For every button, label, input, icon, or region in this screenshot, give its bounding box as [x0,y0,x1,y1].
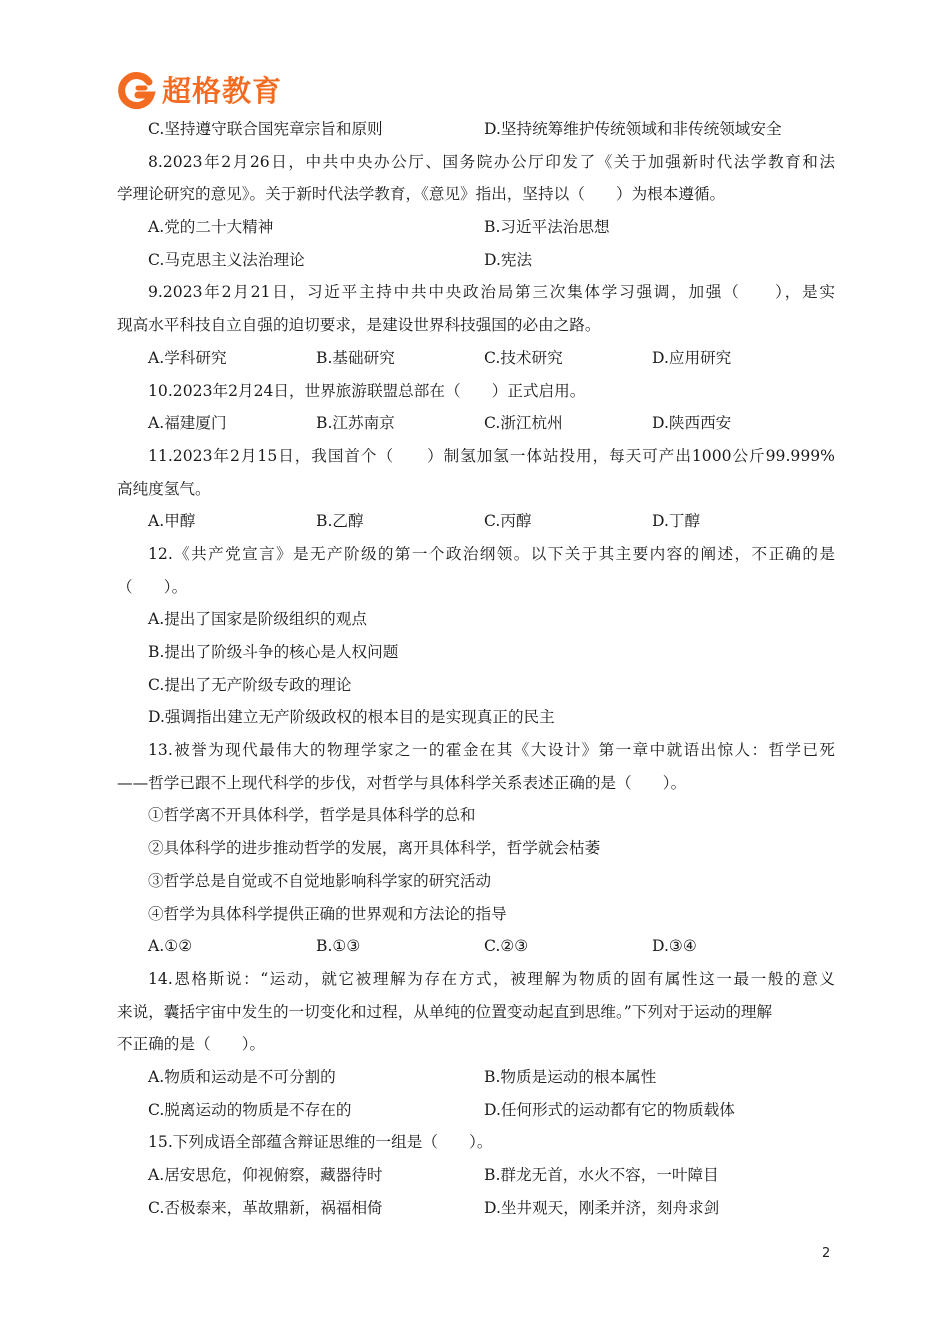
q7-options [117,113,835,146]
q8-option-d: D.宪法 [484,250,533,269]
q11-option-b: B.乙醇 [316,512,364,531]
q13-stem-line2: ——哲学已跟不上现代科学的步伐，对哲学与具体科学关系表述正确的是（ ）。 [117,773,687,792]
q15-stem: 15.下列成语全部蕴含辩证思维的一组是（ ）。 [148,1133,493,1152]
q12-stem-line1: 12.《共产党宣言》是无产阶级的第一个政治纲领。以下关于其主要内容的阐述，不正确的是 [148,544,835,563]
q11-stem-line1: 11.2023年2月15日，我国首个（ ）制氢加氢一体站投用，每天可产出1000公斤99.999% [148,446,835,465]
q13-option-d: D.③④ [652,937,697,956]
q12-option-a: A.提出了国家是阶级组织的观点 [148,610,367,629]
q15-option-a: A.居安思危，仰视俯察，藏器待时 [148,1166,383,1184]
q15-options-ab [117,1159,835,1192]
q11-option-a: A.甲醇 [148,512,196,531]
q12-stem-line2: （ ）。 [117,577,188,596]
q14-stem-line3: 不正确的是（ ）。 [117,1035,266,1054]
q15-options-cd [117,1192,835,1225]
q14-options-cd [117,1094,835,1127]
q13-options [117,930,835,963]
q11-stem-line2: 高纯度氢气。 [117,479,211,498]
q10-option-a: A.福建厦门 [148,414,227,433]
q9-stem-line2: 现高水平科技自立自强的迫切要求，是建设世界科技强国的必由之路。 [117,316,601,335]
q14-option-a: A.物质和运动是不可分割的 [148,1067,336,1086]
q11-option-d: D.丁醇 [652,512,701,531]
q7-option-c: C.坚持遵守联合国宪章宗旨和原则 [148,120,383,138]
q9-option-d: D.应用研究 [652,348,732,367]
q8-options-cd [117,244,835,277]
brand-g-icon [116,71,156,111]
q9-option-a: A.学科研究 [148,348,227,367]
q13-statement-4: ④哲学为具体科学提供正确的世界观和方法论的指导 [148,904,507,923]
q10-stem: 10.2023年2月24日，世界旅游联盟总部在（ ）正式启用。 [148,381,586,400]
q9-option-c: C.技术研究 [484,348,563,367]
q15-option-c: C.否极泰来，革故鼎新，祸福相倚 [148,1198,383,1217]
q13-statement-2: ②具体科学的进步推动哲学的发展，离开具体科学，哲学就会枯萎 [148,839,601,858]
q8-stem-line2: 学理论研究的意见》。关于新时代法学教育，《意见》指出，坚持以（ ）为根本遵循。 [117,185,726,204]
q8-options-ab [117,211,835,244]
q11-options [117,505,835,538]
q13-statement-3: ③哲学总是自觉或不自觉地影响科学家的研究活动 [148,871,492,890]
q7-option-d: D.坚持统筹维护传统领域和非传统领域安全 [484,120,782,138]
q10-option-d: D.陕西西安 [652,414,732,433]
q10-options [117,407,835,440]
q12-option-d: D.强调指出建立无产阶级政权的根本目的是实现真正的民主 [148,708,555,727]
q10-option-c: C.浙江杭州 [484,414,563,433]
q14-option-b: B.物质是运动的根本属性 [484,1067,657,1086]
q8-option-b: B.习近平法治思想 [484,218,610,237]
q15-option-d: D.坐井观天，刚柔并济，刻舟求剑 [484,1198,720,1217]
q13-statement-1: ①哲学离不开具体科学，哲学是具体科学的总和 [148,806,476,825]
brand-name: 超格教育 [162,74,283,108]
q9-options [117,342,835,375]
brand-logo [116,70,282,112]
q14-option-c: C.脱离运动的物质是不存在的 [148,1100,352,1119]
q13-option-a: A.①② [148,937,193,956]
q15-option-b: B.群龙无首，水火不容，一叶障目 [484,1166,719,1184]
q8-stem-line1: 8.2023年2月26日，中共中央办公厅、国务院办公厅印发了《关于加强新时代法学教育和法 [148,152,835,171]
exam-content [117,113,835,1224]
q13-stem-line1: 13.被誉为现代最伟大的物理学家之一的霍金在其《大设计》第一章中就语出惊人：哲学已死 [148,741,835,760]
q11-option-c: C.丙醇 [484,512,532,531]
q13-option-c: C.②③ [484,937,529,956]
q8-option-a: A.党的二十大精神 [148,218,274,237]
q9-option-b: B.基础研究 [316,348,395,367]
q8-option-c: C.马克思主义法治理论 [148,250,305,269]
page-number: 2 [822,1246,831,1261]
q12-option-b: B.提出了阶级斗争的核心是人权问题 [148,643,399,661]
q12-option-c: C.提出了无产阶级专政的理论 [148,675,352,694]
q9-stem-line1: 9.2023年2月21日，习近平主持中共中央政治局第三次集体学习强调，加强（ ），是实 [148,283,835,302]
q14-stem-line1: 14.恩格斯说：“运动，就它被理解为存在方式，被理解为物质的固有属性这一最一般的意义 [148,969,835,988]
q13-option-b: B.①③ [316,937,361,956]
q14-options-ab [117,1061,835,1094]
q14-option-d: D.任何形式的运动都有它的物质载体 [484,1100,735,1119]
q10-option-b: B.江苏南京 [316,414,395,433]
q14-stem-line2: 来说，囊括宇宙中发生的一切变化和过程，从单纯的位置变动起直到思维。”下列对于运动的理解 [117,1002,773,1021]
